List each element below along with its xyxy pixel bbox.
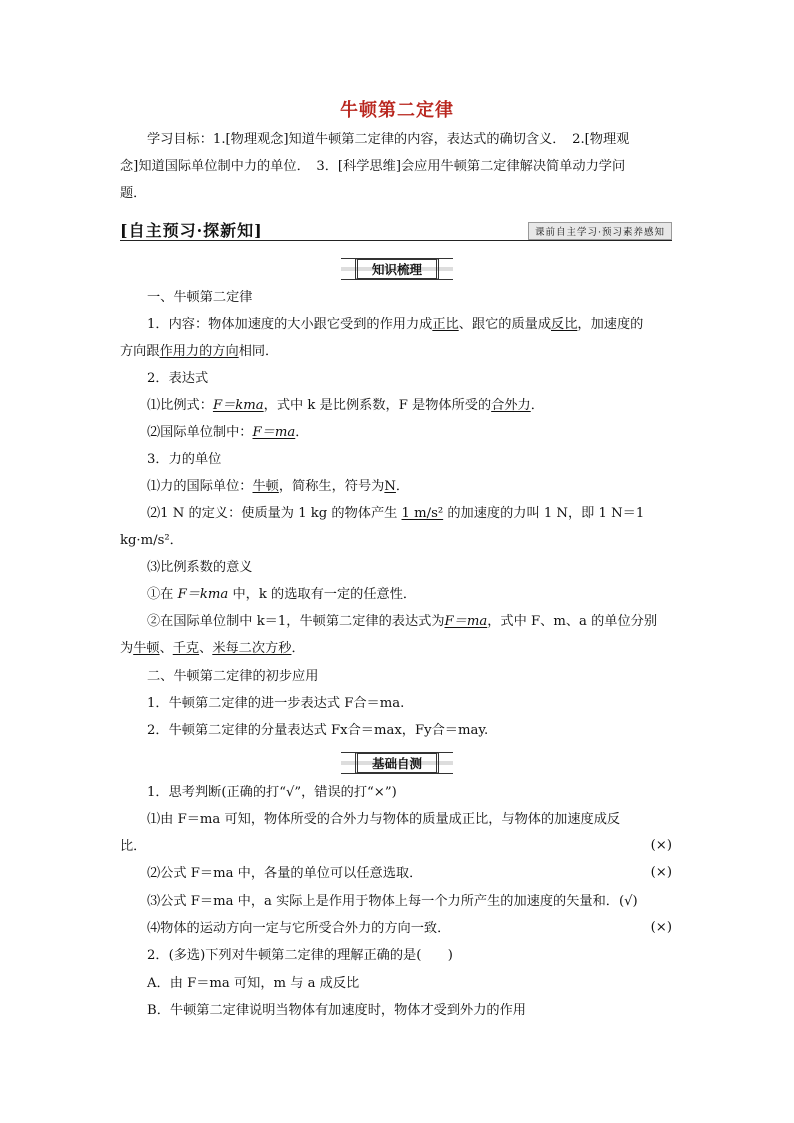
test-q1b-answer: (×): [650, 865, 672, 880]
s1-item2: 2．表达式: [147, 371, 209, 386]
test-q1b: ⑵公式 F＝ma 中，各量的单位可以任意选取．: [147, 866, 423, 881]
s2-item2: 2．牛顿第二定律的分量表达式 Fx合＝max，Fy合＝may.: [147, 723, 489, 738]
text: 中，k 的选取有一定的任意性．: [228, 587, 417, 602]
blank-answer: N: [384, 479, 396, 494]
blank-answer: 作用力的方向: [159, 344, 239, 359]
knowledge-badge: [0, 258, 794, 280]
text: ⑵国际单位制中：: [147, 425, 253, 440]
section-header: [120, 218, 672, 241]
blank-answer: 米每二次方秒: [212, 641, 292, 656]
s1-heading: 一、牛顿第二定律: [147, 290, 253, 305]
blank-answer: 牛顿: [133, 641, 160, 656]
test-q2: 2．(多选)下列对牛顿第二定律的理解正确的是( ): [147, 948, 453, 963]
s1-item2b: [147, 424, 308, 442]
s1-item3: 3．力的单位: [147, 452, 222, 467]
text: ⑵1 N 的定义：使质量为 1 kg 的物体产生: [147, 506, 398, 521]
text: ②在国际单位制中 k＝1，牛顿第二定律的表达式为: [147, 614, 445, 629]
learning-goals-line-3: 题．: [120, 186, 147, 201]
blank-answer: 1 m/s²: [401, 506, 444, 521]
text: ⑴比例式：: [147, 398, 213, 413]
text: 相同．: [238, 344, 279, 359]
page-title: 牛顿第二定律: [340, 100, 454, 121]
self-test-badge: [0, 752, 794, 774]
test-q1c: ⑶公式 F＝ma 中，a 实际上是作用于物体上每一个力所产生的加速度的矢量和．(√): [147, 894, 638, 909]
s1-item1-line1: [147, 316, 643, 334]
s1-item3b-line2: kg·m/s²．: [120, 533, 183, 548]
knowledge-badge-label: 知识梳理: [355, 259, 439, 279]
learning-goals-line-1: 学习目标：1.[物理观念]知道牛顿第二定律的内容，表达式的确切含义． 2.[物理观: [147, 132, 630, 147]
s1-item3b-line1: [147, 505, 644, 523]
text: 、: [159, 641, 173, 656]
blank-answer: F＝ma: [252, 425, 296, 440]
text: ，式中 k 是比例系数，F 是物体所受的: [263, 398, 492, 413]
text: ，加速度的: [577, 317, 644, 332]
test-q1d-answer: (×): [650, 920, 672, 935]
s2-heading: 二、牛顿第二定律的初步应用: [147, 669, 319, 684]
s1-item3c2-line1: [147, 613, 657, 631]
test-q2-option-a: A．由 F＝ma 可知，m 与 a 成反比: [147, 976, 360, 991]
s1-item3a: [147, 478, 409, 496]
text: ．: [295, 425, 309, 440]
s1-item3c2-line2: [120, 640, 305, 658]
learning-goals-line-2: 念]知道国际单位制中力的单位． 3．[科学思维]会应用牛顿第二定律解决简单动力学问: [120, 159, 626, 174]
formula: F＝kma: [177, 587, 229, 602]
blank-answer: 牛顿: [252, 479, 279, 494]
text: ，简称生，符号为: [278, 479, 385, 494]
test-q1a-line2: 比．: [120, 839, 147, 854]
test-q1d: ⑷物体的运动方向一定与它所受合外力的方向一致．: [147, 921, 451, 936]
text: 、: [199, 641, 213, 656]
test-q2-option-b: B．牛顿第二定律说明当物体有加速度时，物体才受到外力的作用: [147, 1003, 526, 1018]
text: 1．内容：物体加速度的大小跟它受到的作用力成: [147, 317, 433, 332]
test-q1: 1．思考判断(正确的打“√”，错误的打“×”): [147, 785, 397, 800]
section-title: [自主预习·探新知]: [120, 221, 263, 240]
text: ．: [395, 479, 410, 494]
test-q1a-line1: ⑴由 F＝ma 可知，物体所受的合外力与物体的质量成正比，与物体的加速度成反: [147, 812, 621, 827]
section-subtitle-tag: 课前自主学习·预习素养感知: [528, 222, 672, 240]
blank-answer: F＝kma: [212, 398, 264, 413]
blank-answer: 反比: [551, 317, 578, 332]
text: 、跟它的质量成: [458, 317, 552, 332]
blank-answer: 合外力: [491, 398, 531, 413]
s1-item3c1: [147, 586, 416, 604]
text: 的加速度的力叫 1 N，即 1 N＝1: [447, 506, 645, 521]
self-test-badge-label: 基础自测: [355, 753, 439, 773]
text: 为: [120, 641, 134, 656]
text: 方向跟: [120, 344, 160, 359]
s1-item3c: ⑶比例系数的意义: [147, 560, 253, 575]
text: ．: [530, 398, 544, 413]
blank-answer: 千克: [172, 641, 200, 656]
s1-item2a: [147, 397, 544, 415]
test-q1a-answer: (×): [650, 838, 672, 853]
s1-item1-line2: [120, 343, 278, 361]
blank-answer: 正比: [432, 317, 459, 332]
blank-answer: F＝ma: [444, 614, 488, 629]
text: ，式中 F、m、a 的单位分别: [487, 614, 658, 629]
s2-item1: 1．牛顿第二定律的进一步表达式 F合＝ma.: [147, 696, 405, 711]
text: ．: [291, 641, 305, 656]
text: ⑴力的国际单位：: [147, 479, 253, 494]
text: ①在: [147, 587, 178, 602]
